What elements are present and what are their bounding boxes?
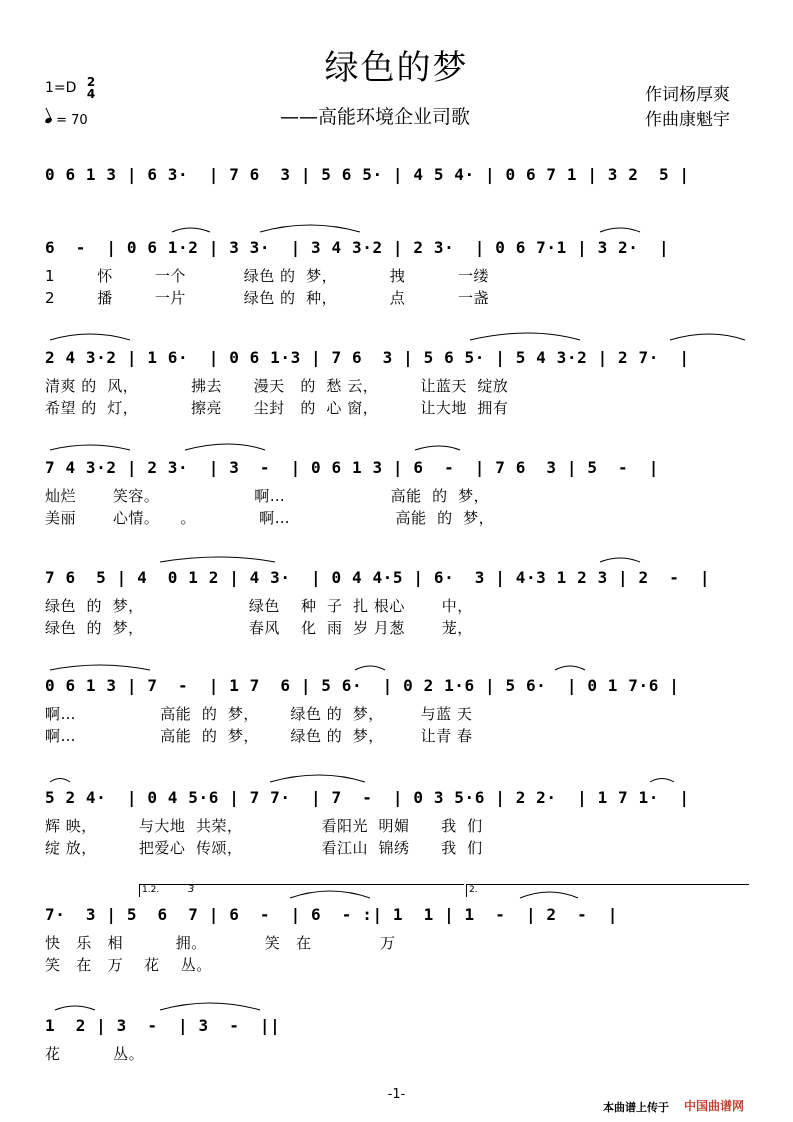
lyrics-verse-1: 绿色 的 梦， 绿色 种 子 扎 根心 中，: [45, 597, 473, 615]
notation-row: 1 2 | 3 - | 3 - ||: [45, 1016, 281, 1035]
upload-note: 本曲谱上传于: [603, 1101, 669, 1114]
lyrics-verse-2: 笑 在 万 花 丛。: [45, 956, 212, 974]
lyrics-verse-1: 清爽 的 风， 拂去 漫天 的 愁 云， 让蓝天 绽放: [45, 377, 509, 395]
notation-row: 5 2 4· | 0 4 5·6 | 7 7· | 7 - | 0 3 5·6 | 2 2· | 1 7 1· |: [45, 788, 690, 807]
notation-row: 2 4 3·2 | 1 6· | 0 6 1·3 | 7 6 3 | 5 6 5· | 5 4 3·2 | 2 7· |: [45, 348, 690, 367]
lyrics-verse-1: 灿烂 笑容。 啊… 高能 的 梦，: [45, 487, 490, 505]
notation-row: 6 - | 0 6 1·2 | 3 3· | 3 4 3·2 | 2 3· | 0 6 7·1 | 3 2· |: [45, 238, 670, 257]
notation-row: 7 4 3·2 | 2 3· | 3 - | 0 6 1 3 | 6 - | 7 6 3 | 5 - |: [45, 458, 659, 477]
site-logo[interactable]: 中国曲谱网: [684, 1099, 745, 1113]
key-label: 1=D: [45, 80, 77, 96]
lyrics-verse-1: 快 乐 相 拥。 笑 在 万: [45, 934, 396, 952]
time-bottom: 4: [86, 87, 96, 101]
lyrics-verse-2: 美丽 心情。 。 啊… 高能 的 梦，: [45, 509, 495, 527]
lyrics-verse-2: 啊… 高能 的 梦， 绿色 的 梦， 让青 春: [45, 727, 473, 745]
song-title: 绿色的梦: [324, 48, 469, 88]
lyrics-verse-1: 1 怀 一个 绿色 的 梦， 拽 一缕: [45, 267, 489, 285]
triplet-mark: 3: [188, 884, 195, 895]
lyrics-verse-2: 2 播 一片 绿色 的 种， 点 一盏: [45, 289, 489, 307]
volta-label: 2.: [469, 885, 478, 895]
lyrics-verse-1: 花 丛。: [45, 1045, 145, 1063]
lyrics-verse-2: 绿色 的 梦， 春风 化 雨 岁 月葱 茏，: [45, 619, 473, 637]
notation-row: 7· 3 | 5 6 7 | 6 - | 6 - :| 1 1 | 1 - | 2 - |: [45, 905, 619, 924]
composer-credit: 作曲康魁宇: [645, 110, 730, 130]
tempo-value: = 70: [56, 113, 88, 128]
volta-label: 1.2.: [142, 885, 160, 895]
page-number: -1-: [387, 1087, 406, 1102]
lyrics-verse-1: 辉 映， 与大地 共荣， 看阳光 明媚 我 们: [45, 817, 483, 835]
lyricist-credit: 作词杨厚爽: [645, 85, 730, 105]
notation-row: 7 6 5 | 4 0 1 2 | 4 3· | 0 4 4·5 | 6· 3 | 4·3 1 2 3 | 2 - |: [45, 568, 711, 587]
lyrics-verse-2: 希望 的 灯， 擦亮 尘封 的 心 窗， 让大地 拥有: [45, 399, 509, 417]
lyrics-verse-2: 绽 放， 把爱心 传颂， 看江山 锦绣 我 们: [45, 839, 483, 857]
notation-row: 0 6 1 3 | 7 - | 1 7 6 | 5 6· | 0 2 1·6 | 5 6· | 0 1 7·6 |: [45, 676, 680, 695]
song-subtitle: ——高能环境企业司歌: [280, 106, 471, 128]
lyrics-verse-1: 啊… 高能 的 梦， 绿色 的 梦， 与蓝 天: [45, 705, 473, 723]
notation-row: 0 6 1 3 | 6 3· | 7 6 3 | 5 6 5· | 4 5 4· | 0 6 7 1 | 3 2 5 |: [45, 165, 690, 184]
time-top: 2: [86, 75, 96, 89]
